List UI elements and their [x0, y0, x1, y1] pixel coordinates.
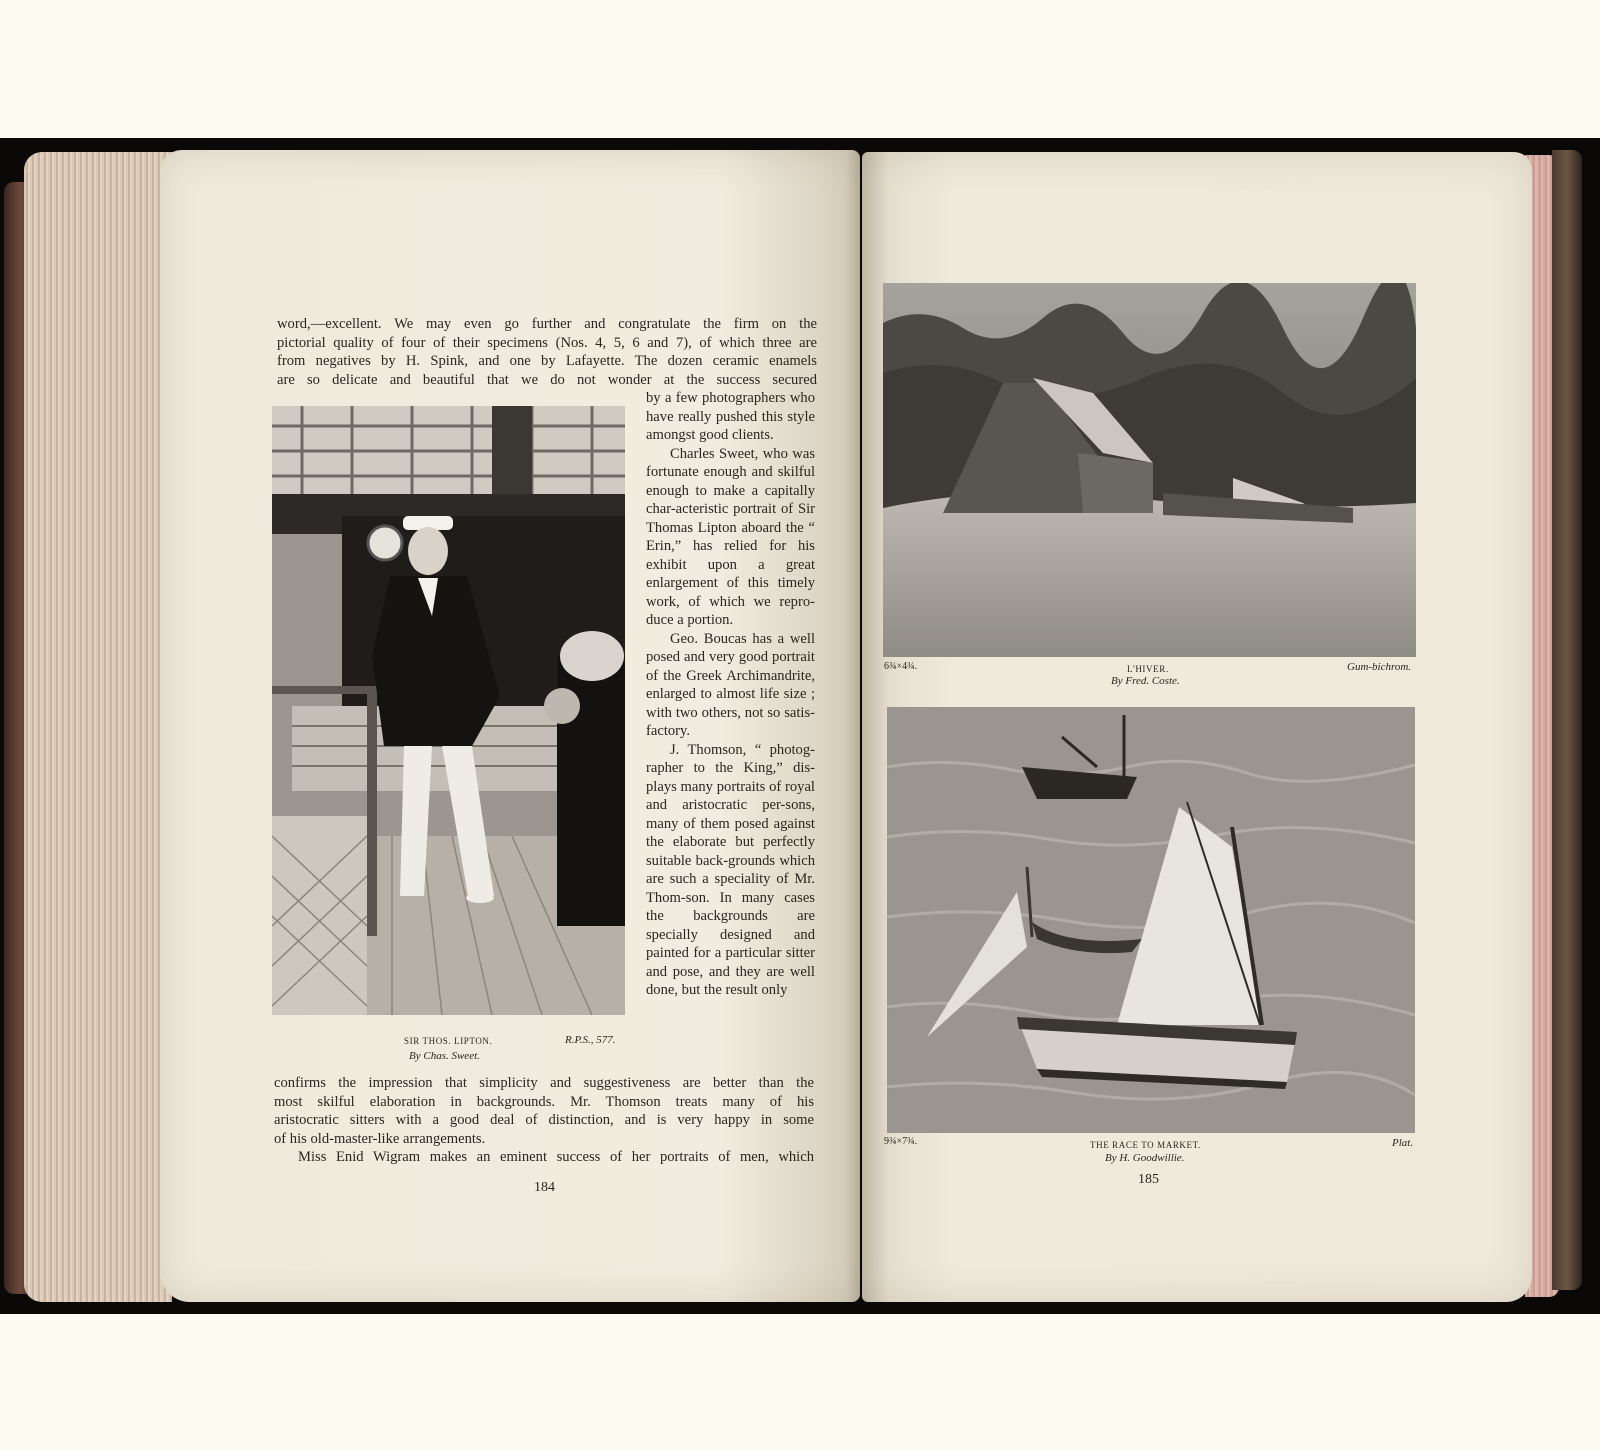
- photo-l-hiver: [883, 283, 1416, 657]
- plate-title: SIR THOS. LIPTON.: [404, 1036, 493, 1046]
- page-number-left: 184: [534, 1180, 555, 1195]
- plate-number: R.P.S., 577.: [565, 1034, 616, 1046]
- paragraph: by a few photographers who have really pushed this style amongst good clients.: [646, 390, 815, 443]
- plate-process: Gum-bichrom.: [1347, 661, 1412, 673]
- text-line: of his old-master-like arrangements.: [274, 1130, 486, 1147]
- plate-process: Plat.: [1392, 1137, 1414, 1149]
- text-line: confirms the impression that simplicity and suggestiveness are better than the: [274, 1075, 814, 1091]
- plate-credit: By Fred. Coste.: [1111, 675, 1180, 687]
- plate-credit: By H. Goodwillie.: [1105, 1152, 1185, 1164]
- paragraph: Charles Sweet, who was fortunate enough and skilful enough to make a capitally char-acteristic portrait of Sir Thomas Lipton aboard the “ Erin,” has relied for his exhibit upon a great enlargement of this timely work, of which we repro-duce a portion.: [646, 445, 815, 628]
- page-number-right: 185: [1138, 1172, 1159, 1187]
- book-cover-right: [1552, 150, 1582, 1290]
- plate-credit: By Chas. Sweet.: [409, 1050, 480, 1062]
- paragraph: J. Thomson, “ photog-rapher to the King,” dis-plays many portraits of royal and aristocratic per-sons, many of them posed against the elaborate but perfectly suitable back-grounds which are such a speciality of Mr. Thom-son. In many cases the backgrounds are specially designed and painted for a particular sitter and pose, and they are well done, but the result only: [646, 741, 815, 998]
- text-line: most skilful elaboration in backgrounds. Mr. Thomson treats many of his: [274, 1093, 814, 1110]
- paragraph: Geo. Boucas has a well posed and very good portrait of the Greek Archimandrite, enlarged to almost life size ; with two others, not so satis-factory.: [646, 630, 815, 739]
- left-top-text: [277, 315, 817, 389]
- text-line: pictorial quality of four of their specimens (Nos. 4, 5, 6 and 7), of which three are: [277, 334, 817, 351]
- plate-title: L'HIVER.: [1127, 664, 1169, 674]
- left-bottom-text: [274, 1074, 814, 1167]
- text-line: word,—excellent. We may even go further and congratulate the firm on the: [277, 316, 817, 332]
- photo-sir-thos-lipton: [272, 406, 625, 1015]
- photo-l-hiver-illustration: [883, 283, 1416, 657]
- photo-race-illustration: [887, 707, 1415, 1133]
- text-line: aristocratic sitters with a good deal of distinction, and is very happy in some: [274, 1112, 814, 1128]
- plate-size: 9¾×7¾.: [884, 1136, 918, 1147]
- text-line: Miss Enid Wigram makes an eminent success of her portraits of men, which: [298, 1149, 814, 1165]
- left-column-text: [646, 389, 815, 1000]
- plate-size: 6¾×4¾.: [884, 661, 918, 672]
- plate-title: THE RACE TO MARKET.: [1090, 1140, 1201, 1150]
- photo-lipton-illustration: [272, 406, 625, 1015]
- photo-race-to-market: [887, 707, 1415, 1133]
- text-line: are so delicate and beautiful that we do not wonder at the success secured: [277, 371, 817, 388]
- page-edges-left: [24, 152, 172, 1302]
- text-line: from negatives by H. Spink, and one by Lafayette. The dozen ceramic enamels: [277, 353, 817, 369]
